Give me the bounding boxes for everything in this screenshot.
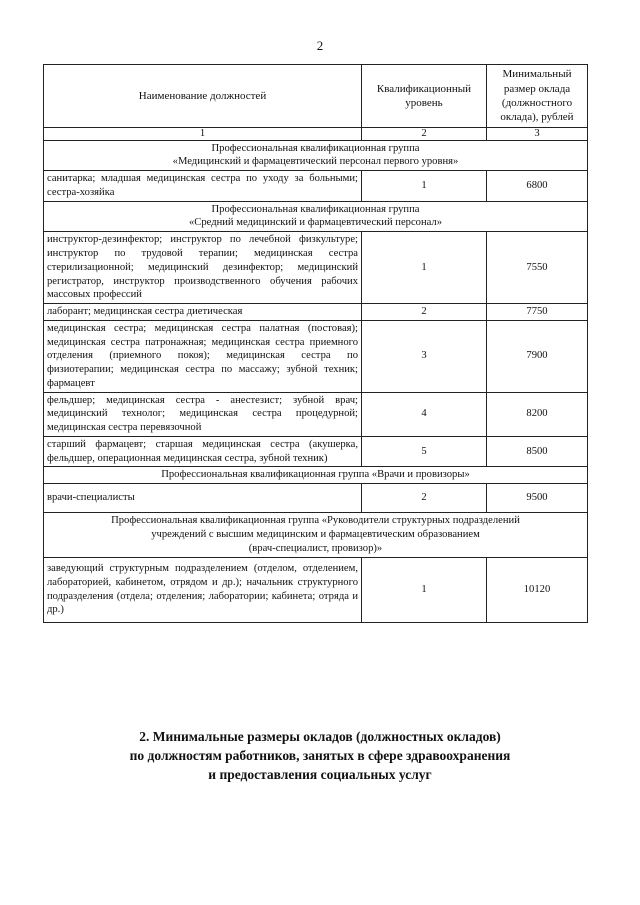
qualification-level: 5 bbox=[362, 436, 487, 467]
table-row bbox=[44, 392, 588, 436]
salary-value: 7750 bbox=[487, 304, 588, 321]
position-name: старший фармацевт; старшая медицинская сестра (акушерка, фельдшер, операционная медицинская сестра, зубной техник) bbox=[44, 436, 362, 467]
qualification-level: 1 bbox=[362, 557, 487, 622]
qualification-level: 4 bbox=[362, 392, 487, 436]
table-row bbox=[44, 436, 588, 467]
table-row bbox=[44, 484, 588, 513]
position-name: заведующий структурным подразделением (отделом, отделением, лабораторией, кабинетом, отрядом и др.); начальник структурного подразделения (отдела; отделения; лаборатории; кабинета; отряда и др.) bbox=[44, 557, 362, 622]
qualification-level: 1 bbox=[362, 232, 487, 304]
salary-value: 8500 bbox=[487, 436, 588, 467]
salary-value: 7900 bbox=[487, 320, 588, 392]
column-number: 1 bbox=[44, 128, 362, 141]
table-row bbox=[44, 171, 588, 202]
salary-table bbox=[43, 64, 588, 623]
position-name: врачи-специалисты bbox=[44, 484, 362, 513]
qualification-level: 2 bbox=[362, 304, 487, 321]
section-2-title bbox=[0, 727, 640, 784]
position-name: инструктор-дезинфектор; инструктор по лечебной физкультуре; инструктор по трудовой терапии; медицинская сестра стерилизационной; медицинский дезинфектор; медицинский регистратор, инструктор производственного обучения рабочих массовых профессий bbox=[44, 232, 362, 304]
section-2-title-line: по должностям работников, занятых в сфере здравоохранения bbox=[129, 748, 511, 763]
group-title-row bbox=[44, 467, 588, 484]
salary-value: 6800 bbox=[487, 171, 588, 202]
salary-value: 8200 bbox=[487, 392, 588, 436]
table-row bbox=[44, 320, 588, 392]
group-title: Профессиональная квалификационная группа «Руководители структурных подразделений учреждений с высшим медицинским и фармацевтическим образованием (врач-специалист, провизор)» bbox=[44, 513, 588, 557]
column-number: 2 bbox=[362, 128, 487, 141]
section-2-title-line: 2. Минимальные размеры окладов (должностных окладов) bbox=[139, 729, 501, 744]
position-name: лаборант; медицинская сестра диетическая bbox=[44, 304, 362, 321]
header-qualification-level: Квалификационный уровень bbox=[362, 65, 487, 128]
group-title: Профессиональная квалификационная группа «Медицинский и фармацевтический персонал первого уровня» bbox=[44, 140, 588, 171]
table-header-row bbox=[44, 65, 588, 128]
group-title: Профессиональная квалификационная группа «Средний медицинский и фармацевтический персонал» bbox=[44, 201, 588, 232]
salary-value: 7550 bbox=[487, 232, 588, 304]
position-name: санитарка; младшая медицинская сестра по уходу за больными; сестра-хозяйка bbox=[44, 171, 362, 202]
group-title-row bbox=[44, 140, 588, 171]
salary-value: 9500 bbox=[487, 484, 588, 513]
header-position-name: Наименование должностей bbox=[44, 65, 362, 128]
qualification-level: 2 bbox=[362, 484, 487, 513]
table-row bbox=[44, 557, 588, 622]
position-name: фельдшер; медицинская сестра - анестезист; зубной врач; медицинский технолог; медицинская сестра процедурной; медицинская сестра перевязочной bbox=[44, 392, 362, 436]
group-title: Профессиональная квалификационная группа «Врачи и провизоры» bbox=[44, 467, 588, 484]
column-number-row bbox=[44, 128, 588, 141]
column-number: 3 bbox=[487, 128, 588, 141]
salary-value: 10120 bbox=[487, 557, 588, 622]
table-row bbox=[44, 232, 588, 304]
group-title-row bbox=[44, 201, 588, 232]
group-title-row bbox=[44, 513, 588, 557]
section-2-title-line: и предоставления социальных услуг bbox=[208, 767, 432, 782]
qualification-level: 1 bbox=[362, 171, 487, 202]
qualification-level: 3 bbox=[362, 320, 487, 392]
position-name: медицинская сестра; медицинская сестра палатная (постовая); медицинская сестра патронажная; медицинская сестра приемного отделения (приемного покоя); медицинская сестра по физиотерапии; медицинская сестра по массажу; зубной техник; фармацевт bbox=[44, 320, 362, 392]
header-min-salary: Минимальный размер оклада (должностного оклада), рублей bbox=[487, 65, 588, 128]
table-row bbox=[44, 304, 588, 321]
page-number: 2 bbox=[316, 38, 324, 53]
